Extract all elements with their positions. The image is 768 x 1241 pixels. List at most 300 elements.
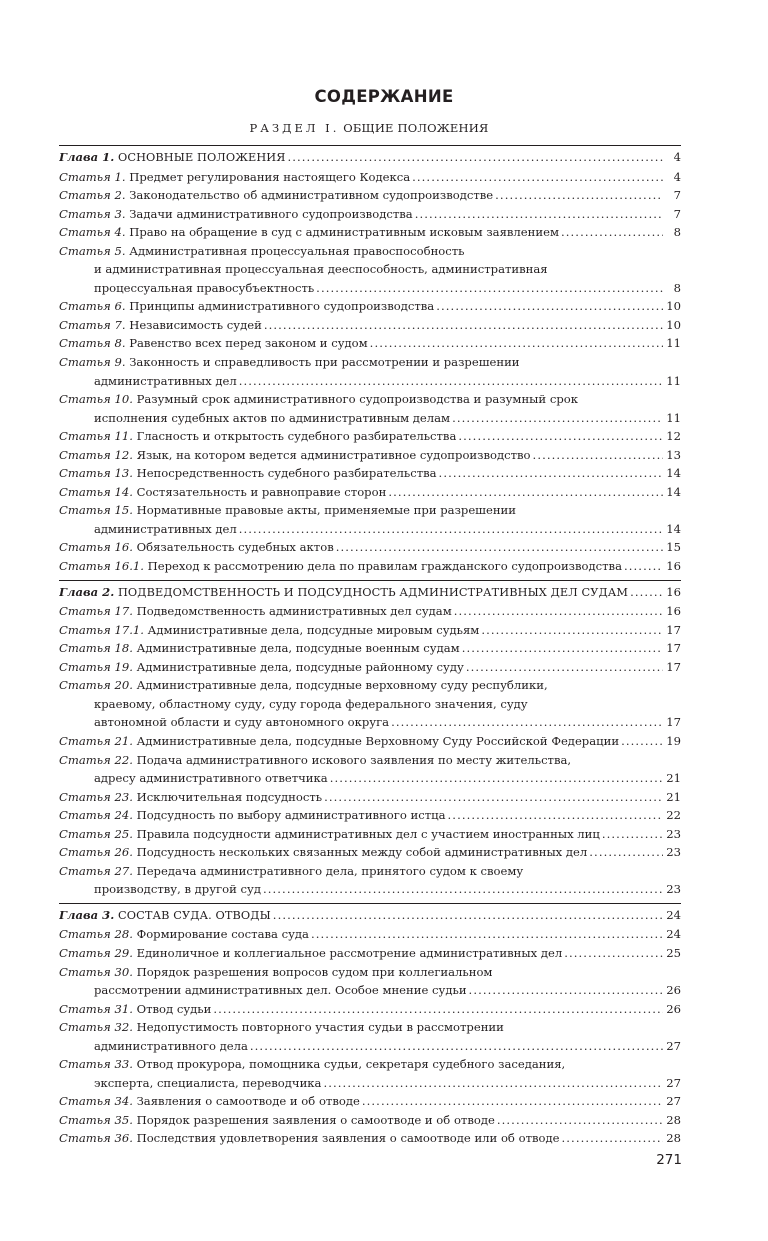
entry-text (59, 483, 386, 502)
dot-leader (323, 1074, 663, 1093)
toc-line (59, 483, 681, 502)
entry-text (59, 186, 493, 205)
article-page-number: 21 (666, 789, 681, 804)
chapter (59, 145, 681, 576)
toc-entry[interactable] (59, 806, 681, 825)
entry-text (59, 279, 314, 298)
article-label: Статья 12. (59, 447, 133, 462)
toc-line (59, 806, 681, 825)
dot-leader (495, 186, 663, 205)
article-label: Статья 10. (59, 392, 133, 407)
article-label: Статья 18. (59, 641, 133, 656)
dot-leader (388, 483, 663, 502)
entry-text (59, 427, 456, 446)
article-label: Статья 29. (59, 945, 133, 960)
toc-entry[interactable] (59, 1129, 681, 1148)
toc-line (59, 1129, 681, 1148)
article-page-number: 27 (666, 1038, 681, 1053)
chapter (59, 580, 681, 899)
dot-leader (391, 713, 663, 732)
dot-leader (324, 788, 663, 807)
dot-leader (469, 981, 663, 1000)
toc-line (59, 843, 681, 862)
toc-line (59, 223, 681, 242)
dot-leader (497, 1111, 663, 1130)
article-label: Статья 23. (59, 789, 133, 804)
article-title-line: адресу административного ответчика (94, 771, 328, 786)
chapter-page-number: 24 (666, 907, 681, 922)
article-title-line: административных дел (94, 521, 237, 536)
toc-line (59, 621, 681, 640)
entry-text (59, 925, 309, 944)
entry-text (59, 446, 531, 465)
toc-entry[interactable] (59, 353, 681, 390)
article-title-line: Язык, на котором ведется административное судопроизводство (136, 447, 531, 462)
entry-text (59, 297, 434, 316)
toc-entry[interactable] (59, 602, 681, 621)
article-page-number: 11 (666, 410, 681, 425)
dot-leader (624, 557, 663, 576)
dot-leader (533, 446, 663, 465)
article-page-number: 23 (666, 826, 681, 841)
article-page-number: 16 (666, 559, 681, 574)
toc-line (59, 1000, 681, 1019)
article-page-number: 15 (666, 540, 681, 555)
dot-leader (239, 520, 663, 539)
page-number: 271 (656, 1152, 682, 1168)
article-label: Статья 21. (59, 733, 133, 748)
dot-leader (336, 538, 663, 557)
toc-entry[interactable] (59, 963, 681, 1000)
article-title-line: Подведомственность административных дел судам (136, 604, 452, 619)
toc-entry[interactable] (59, 446, 681, 465)
entry-text (59, 965, 492, 979)
entry-text (59, 372, 237, 391)
toc-entry[interactable] (59, 944, 681, 963)
article-title-line: и административная процессуальная дееспособность, административная (94, 262, 548, 277)
toc-entry[interactable] (59, 925, 681, 944)
toc-entry[interactable] (59, 676, 681, 732)
chapter-title: ОСНОВНЫЕ ПОЛОЖЕНИЯ (117, 151, 286, 164)
entry-text (59, 557, 622, 576)
article-page-number: 22 (666, 808, 681, 823)
toc-entry[interactable] (59, 242, 681, 298)
article-title-line: рассмотрении административных дел. Особое мнение судьи (94, 983, 467, 998)
chapter-heading (59, 148, 285, 168)
entry-text (59, 713, 389, 732)
chapter-entry[interactable] (59, 903, 681, 926)
article-title-line: Последствия удовлетворения заявления о самоотводе или об отводе (136, 1131, 560, 1146)
chapter-page-number: 16 (666, 584, 681, 599)
entry-text (59, 602, 452, 621)
article-label: Статья 16.1. (59, 559, 144, 574)
chapter-heading (59, 583, 628, 603)
article-page-number: 26 (666, 1001, 681, 1016)
toc-entry[interactable] (59, 658, 681, 677)
entry-text (59, 503, 516, 517)
toc-entry[interactable] (59, 1092, 681, 1111)
article-label: Статья 35. (59, 1112, 133, 1127)
article-title-line: Административные дела, подсудные районному суду (136, 659, 464, 674)
toc-line (59, 944, 681, 963)
article-label: Статья 8. (59, 336, 126, 351)
article-title-line: Принципы административного судопроизводства (129, 299, 435, 314)
article-page-number: 23 (666, 882, 681, 897)
article-page-number: 13 (666, 447, 681, 462)
article-label: Статья 9. (59, 355, 126, 370)
toc-line (59, 372, 681, 391)
toc-line (59, 769, 681, 788)
article-page-number: 14 (666, 521, 681, 536)
article-label: Статья 3. (59, 206, 126, 221)
toc-line (59, 557, 681, 576)
article-page-number: 23 (666, 845, 681, 860)
entry-text (59, 392, 578, 406)
toc-line (59, 334, 681, 353)
toc-entry[interactable] (59, 390, 681, 427)
toc-entry[interactable] (59, 557, 681, 576)
chapter-page-number: 4 (673, 150, 681, 164)
toc-line (59, 862, 681, 881)
dot-leader (462, 639, 663, 658)
entry-text (59, 355, 520, 369)
toc-entry[interactable] (59, 1000, 681, 1019)
entry-text (59, 168, 410, 187)
toc-entry[interactable] (59, 825, 681, 844)
toc-line (59, 409, 681, 428)
toc-line (59, 1111, 681, 1130)
dot-leader (630, 583, 663, 602)
entry-text (59, 880, 261, 899)
article-page-number: 8 (673, 280, 681, 295)
article-title-line: производству, в другой суд (94, 882, 261, 897)
article-page-number: 28 (666, 1112, 681, 1127)
toc-line (59, 880, 681, 899)
toc-entry[interactable] (59, 501, 681, 538)
article-page-number: 27 (666, 1094, 681, 1109)
chapter-entry[interactable] (59, 580, 681, 603)
toc-line (59, 205, 681, 224)
article-title-line: краевому, областному суду, суду города федерального значения, суду (94, 696, 528, 711)
entry-text (59, 825, 600, 844)
toc-line (59, 427, 681, 446)
entry-text (59, 244, 465, 258)
dot-leader (287, 148, 663, 167)
article-label: Статья 24. (59, 808, 133, 823)
article-page-number: 7 (673, 206, 681, 221)
chapter-label: Глава 2. (59, 584, 115, 599)
toc-entry[interactable] (59, 186, 681, 205)
toc-entry[interactable] (59, 168, 681, 187)
dot-leader (330, 769, 663, 788)
dot-leader (412, 168, 663, 187)
toc-line (59, 1055, 681, 1074)
toc-line (59, 751, 681, 770)
entry-text (59, 223, 559, 242)
toc-entry[interactable] (59, 427, 681, 446)
article-title-line: административных дел (94, 373, 237, 388)
toc-entry[interactable] (59, 862, 681, 899)
toc-line (59, 1092, 681, 1111)
article-page-number: 4 (673, 169, 681, 184)
page-title: СОДЕРЖАНИЕ (314, 87, 454, 106)
article-label: Статья 31. (59, 1001, 133, 1016)
dot-leader (454, 602, 663, 621)
entry-text (59, 621, 479, 640)
entry-text (59, 1037, 248, 1056)
entry-text (59, 697, 528, 711)
article-page-number: 14 (666, 466, 681, 481)
entry-text (59, 334, 368, 353)
article-label: Статья 16. (59, 540, 133, 555)
toc-line (59, 186, 681, 205)
dot-leader (602, 825, 663, 844)
entry-text (59, 732, 619, 751)
article-title-line: Равенство всех перед законом и судом (129, 336, 368, 351)
entry-text (59, 788, 322, 807)
toc-line (59, 353, 681, 372)
article-label: Статья 28. (59, 927, 133, 942)
toc-line (59, 1037, 681, 1056)
entry-text (59, 678, 548, 692)
article-page-number: 19 (666, 733, 681, 748)
article-title-line: эксперта, специалиста, переводчика (94, 1075, 322, 1090)
article-page-number: 14 (666, 484, 681, 499)
toc-line (59, 260, 681, 279)
entry-text (59, 806, 446, 825)
article-title-line: Административная процессуальная правоспособность (129, 243, 465, 258)
article-label: Статья 17. (59, 604, 133, 619)
toc-line (59, 501, 681, 520)
chapter-entry[interactable] (59, 145, 681, 168)
article-title-line: автономной области и суду автономного округа (94, 715, 390, 730)
toc-line (59, 676, 681, 695)
entry-text (59, 409, 450, 428)
toc-line (59, 695, 681, 714)
toc-entry[interactable] (59, 334, 681, 353)
article-label: Статья 27. (59, 863, 133, 878)
entry-text (59, 1074, 321, 1093)
section-title (0, 121, 738, 135)
article-title-line: Исключительная подсудность (136, 789, 323, 804)
article-label: Статья 17.1. (59, 622, 144, 637)
article-title-line: Подсудность нескольких связанных между собой административных дел (136, 845, 588, 860)
toc-line (59, 297, 681, 316)
toc-line (59, 788, 681, 807)
article-page-number: 25 (666, 945, 681, 960)
dot-leader (481, 621, 663, 640)
entry-text (59, 464, 437, 483)
entry-text (59, 753, 571, 767)
article-label: Статья 19. (59, 659, 133, 674)
toc-entry[interactable] (59, 1111, 681, 1130)
toc-line (59, 279, 681, 298)
dot-leader (562, 1129, 663, 1148)
article-label: Статья 22. (59, 752, 133, 767)
dot-leader (452, 409, 663, 428)
article-title-line: Состязательность и равноправие сторон (136, 484, 387, 499)
article-title-line: Подсудность по выбору административного истца (136, 808, 446, 823)
article-page-number: 10 (666, 299, 681, 314)
chapter-heading (59, 906, 271, 926)
toc-line (59, 520, 681, 539)
toc-entry[interactable] (59, 316, 681, 335)
article-title-line: Отвод судьи (136, 1001, 212, 1016)
table-of-contents (59, 145, 681, 1148)
article-title-line: Административные дела, подсудные мировым судьям (147, 622, 480, 637)
article-label: Статья 26. (59, 845, 133, 860)
dot-leader (621, 732, 663, 751)
article-page-number: 8 (673, 225, 681, 240)
article-title-line: Заявления о самоотводе и об отводе (136, 1094, 360, 1109)
article-title-line: Административные дела, подсудные Верховному Суду Российской Федерации (136, 733, 620, 748)
article-page-number: 11 (666, 336, 681, 351)
entry-text (59, 843, 587, 862)
article-title-line: Недопустимость повторного участия судьи в рассмотрении (136, 1020, 504, 1035)
toc-line (59, 925, 681, 944)
entry-text (59, 1092, 360, 1111)
toc-line (59, 602, 681, 621)
article-title-line: Правила подсудности административных дел с участием иностранных лиц (136, 826, 600, 841)
article-page-number: 17 (666, 659, 681, 674)
article-title-line: Разумный срок административного судопроизводства и разумный срок (136, 392, 578, 407)
entry-text (59, 262, 548, 276)
toc-entry[interactable] (59, 732, 681, 751)
toc-entry[interactable] (59, 483, 681, 502)
article-page-number: 26 (666, 983, 681, 998)
toc-entry[interactable] (59, 843, 681, 862)
article-title-line: административного дела (94, 1038, 248, 1053)
chapter-title: СОСТАВ СУДА. ОТВОДЫ (117, 908, 271, 922)
article-page-number: 27 (666, 1075, 681, 1090)
toc-entry[interactable] (59, 1018, 681, 1055)
article-label: Статья 4. (59, 225, 126, 240)
entry-text (59, 1000, 211, 1019)
article-label: Статья 25. (59, 826, 133, 841)
article-title-line: Законность и справедливость при рассмотрении и разрешении (129, 355, 520, 370)
toc-entry[interactable] (59, 788, 681, 807)
chapter (59, 903, 681, 1148)
article-page-number: 7 (673, 188, 681, 203)
toc-entry[interactable] (59, 639, 681, 658)
entry-text (59, 639, 460, 658)
dot-leader (415, 205, 663, 224)
article-label: Статья 5. (59, 243, 126, 258)
article-page-number: 12 (666, 429, 681, 444)
toc-entry[interactable] (59, 223, 681, 242)
dot-leader (589, 843, 663, 862)
article-title-line: Административные дела, подсудные военным судам (136, 641, 460, 656)
toc-entry[interactable] (59, 297, 681, 316)
article-title-line: Подача административного искового заявления по месту жительства, (136, 752, 572, 767)
dot-leader (458, 427, 663, 446)
dot-leader (561, 223, 663, 242)
toc-line (59, 732, 681, 751)
article-label: Статья 36. (59, 1131, 133, 1146)
toc-line (59, 316, 681, 335)
article-title-line: Законодательство об административном судопроизводстве (129, 188, 494, 203)
toc-entry[interactable] (59, 751, 681, 788)
article-title-line: Порядок разрешения вопросов судом при коллегиальном (136, 964, 493, 979)
entry-text (59, 981, 467, 1000)
toc-entry[interactable] (59, 1055, 681, 1092)
toc-entry[interactable] (59, 621, 681, 640)
dot-leader (213, 1000, 663, 1019)
dot-leader (564, 944, 663, 963)
dot-leader (370, 334, 663, 353)
article-page-number: 10 (666, 317, 681, 332)
article-label: Статья 34. (59, 1094, 133, 1109)
entry-text (59, 658, 464, 677)
article-label: Статья 15. (59, 503, 133, 518)
toc-entry[interactable] (59, 205, 681, 224)
entry-text (59, 1111, 495, 1130)
article-title-line: Независимость судей (129, 317, 262, 332)
dot-leader (250, 1037, 663, 1056)
toc-entry[interactable] (59, 464, 681, 483)
article-page-number: 17 (666, 622, 681, 637)
entry-text (59, 520, 237, 539)
article-title-line: Обязательность судебных актов (136, 540, 334, 555)
chapter-label: Глава 1. (59, 150, 115, 164)
dot-leader (436, 297, 663, 316)
article-title-line: Отвод прокурора, помощника судьи, секретаря судебного заседания, (136, 1057, 566, 1072)
entry-text (59, 205, 413, 224)
dot-leader (362, 1092, 663, 1111)
entry-text (59, 538, 334, 557)
article-title-line: Единоличное и коллегиальное рассмотрение административных дел (136, 945, 563, 960)
dot-leader (239, 372, 663, 391)
article-title-line: Порядок разрешения заявления о самоотводе и об отводе (136, 1112, 495, 1127)
toc-line (59, 1074, 681, 1093)
article-page-number: 11 (666, 373, 681, 388)
section-name: ОБЩИЕ ПОЛОЖЕНИЯ (343, 121, 489, 135)
toc-line (59, 1018, 681, 1037)
entry-text (59, 316, 262, 335)
dot-leader (316, 279, 663, 298)
toc-line (59, 658, 681, 677)
entry-text (59, 864, 523, 878)
dot-leader (448, 806, 663, 825)
article-label: Статья 14. (59, 484, 133, 499)
toc-line (59, 390, 681, 409)
article-label: Статья 2. (59, 188, 126, 203)
article-title-line: Нормативные правовые акты, применяемые при разрешении (136, 503, 517, 518)
article-label: Статья 33. (59, 1057, 133, 1072)
article-title-line: Передача административного дела, принятого судом к своему (136, 863, 524, 878)
toc-entry[interactable] (59, 538, 681, 557)
dot-leader (439, 464, 663, 483)
article-title-line: Предмет регулирования настоящего Кодекса (129, 169, 411, 184)
toc-line (59, 538, 681, 557)
toc-line (59, 639, 681, 658)
chapter-title: ПОДВЕДОМСТВЕННОСТЬ И ПОДСУДНОСТЬ АДМИНИСТРАТИВНЫХ ДЕЛ СУДАМ (117, 585, 629, 599)
article-title-line: Задачи административного судопроизводства (129, 206, 413, 221)
article-title-line: Право на обращение в суд с административным исковым заявлением (129, 225, 559, 240)
article-label: Статья 32. (59, 1020, 133, 1035)
article-page-number: 28 (666, 1131, 681, 1146)
toc-line (59, 168, 681, 187)
article-page-number: 17 (666, 641, 681, 656)
toc-line (59, 963, 681, 982)
article-title-line: Гласность и открытость судебного разбирательства (136, 429, 457, 444)
article-title-line: Формирование состава суда (136, 927, 309, 942)
article-label: Статья 30. (59, 964, 133, 979)
article-page-number: 24 (666, 927, 681, 942)
article-title-line: процессуальная правосубъектность (94, 280, 315, 295)
entry-text (59, 944, 562, 963)
entry-text (59, 1129, 560, 1148)
